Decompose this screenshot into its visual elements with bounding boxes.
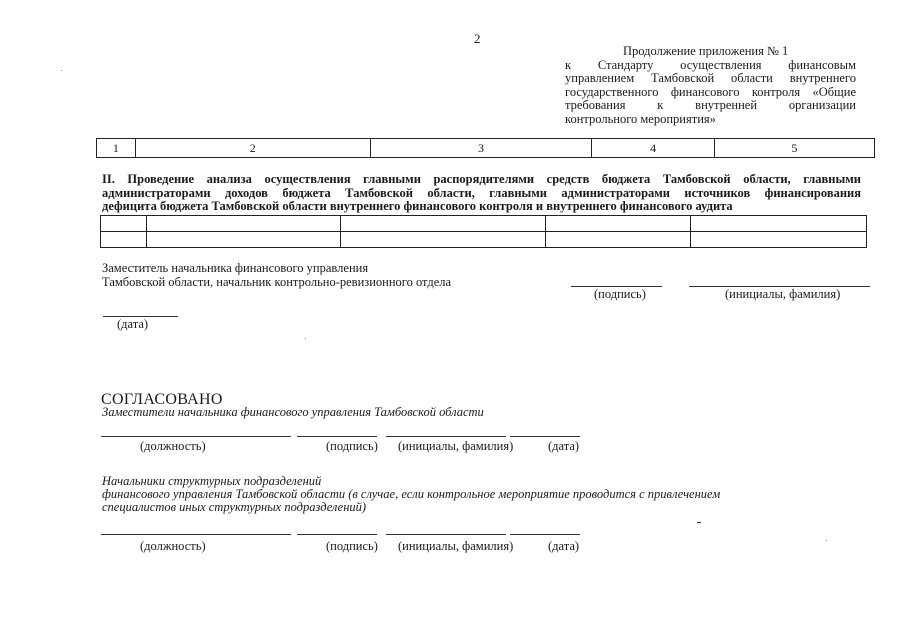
table-row (101, 216, 867, 232)
date-caption: (дата) (548, 439, 580, 453)
table-cell (146, 216, 340, 232)
table-cell (545, 232, 690, 248)
table-cell (690, 232, 866, 248)
position-line (101, 436, 291, 437)
appendix-line: требования к внутренней организации (565, 98, 856, 112)
appendix-title: Продолжение приложения № 1 (623, 44, 789, 58)
deputy-title (102, 262, 451, 289)
stray-mark (697, 522, 701, 523)
position-line (101, 534, 291, 535)
position-caption: (должность) (140, 439, 206, 453)
signature-caption: (подпись) (326, 439, 378, 453)
column-number: 4 (592, 139, 714, 158)
heads-label-line: Начальники структурных подразделений (102, 474, 322, 488)
section-2-heading (102, 173, 861, 214)
name-caption: (инициалы, фамилия) (398, 439, 514, 453)
date-caption: (дата) (117, 317, 149, 331)
appendix-line: к Стандарту осуществления финансовым (565, 57, 856, 72)
signature-caption: (подпись) (594, 287, 646, 301)
appendix-line: управлением Тамбовской области внутреннего (565, 71, 856, 85)
signature-caption: (подпись) (326, 539, 378, 553)
date-caption: (дата) (548, 539, 580, 553)
scan-speck (305, 338, 306, 339)
appendix-line: контрольного мероприятия» (565, 111, 716, 126)
heads-label-line: финансового управления Тамбовской области (в случае, если контрольное мероприятие проводится с привлечением (102, 487, 721, 501)
date-line (510, 534, 580, 535)
deputy-title-line: Тамбовской области, начальник контрольно-ревизионного отдела (102, 274, 452, 289)
section-2-table (100, 215, 867, 248)
column-number: 1 (97, 139, 136, 158)
deputies-label: Заместители начальника финансового управления Тамбовской области (102, 405, 484, 419)
name-line (386, 436, 506, 437)
section-heading-line: II. Проведение анализа осуществления главными распорядителями средств бюджета Тамбовской области, главными (102, 172, 861, 186)
structural-heads-label (102, 475, 720, 514)
scan-speck (826, 540, 827, 541)
heads-label-line: специалистов иных структурных подразделений) (102, 500, 367, 514)
column-number: 3 (370, 139, 592, 158)
table-cell (340, 232, 545, 248)
name-caption: (инициалы, фамилия) (398, 539, 514, 553)
name-caption: (инициалы, фамилия) (725, 287, 841, 301)
appendix-reference (565, 45, 856, 126)
page-number: 2 (474, 31, 481, 46)
section-heading-line: администраторами доходов бюджета Тамбовской области, главными администраторами источников финансирования (102, 185, 861, 200)
column-numbers-table (96, 138, 875, 158)
appendix-line: государственного финансового контроля «Общие (565, 84, 856, 99)
agreed-title: СОГЛАСОВАНО (101, 391, 223, 408)
table-cell (690, 216, 866, 232)
table-cell (340, 216, 545, 232)
table-cell (101, 216, 147, 232)
table-cell (146, 232, 340, 248)
signature-line (297, 436, 377, 437)
column-number: 5 (714, 139, 874, 158)
table-cell (101, 232, 147, 248)
column-number: 2 (135, 139, 370, 158)
table-cell (545, 216, 690, 232)
table-row (97, 139, 875, 158)
deputy-title-line: Заместитель начальника финансового управления (102, 261, 369, 275)
section-heading-line: дефицита бюджета Тамбовской области внутреннего финансового контроля и внутреннего финансового аудита (102, 199, 733, 213)
date-line (510, 436, 580, 437)
signature-line (297, 534, 377, 535)
scan-speck (61, 70, 62, 71)
table-row (101, 232, 867, 248)
name-line (386, 534, 506, 535)
position-caption: (должность) (140, 539, 206, 553)
